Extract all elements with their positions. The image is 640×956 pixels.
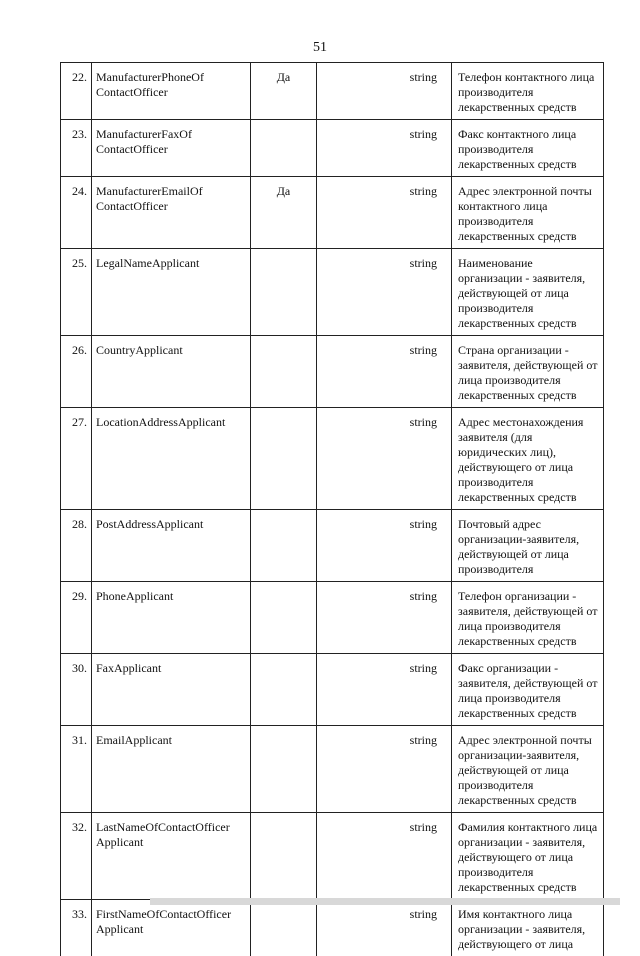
row-number: 28. <box>61 510 92 582</box>
row-number: 22. <box>61 63 92 120</box>
required-flag <box>251 510 317 582</box>
data-type: string <box>317 900 452 956</box>
description: Факс организации - заявителя, действующей от лица производителя лекарственных средств <box>452 654 604 726</box>
attribute-name: FirstNameOfContactOfficer Applicant <box>92 900 251 956</box>
scan-edge-shadow <box>150 898 620 905</box>
row-number: 33. <box>61 900 92 956</box>
row-number: 32. <box>61 813 92 900</box>
row-number: 23. <box>61 120 92 177</box>
required-flag <box>251 654 317 726</box>
attributes-table <box>60 62 604 956</box>
required-flag <box>251 408 317 510</box>
data-type: string <box>317 726 452 813</box>
data-type: string <box>317 249 452 336</box>
data-type: string <box>317 336 452 408</box>
table-row <box>61 249 604 336</box>
description: Факс контактного лица производителя лекарственных средств <box>452 120 604 177</box>
attribute-name: LastNameOfContactOfficer Applicant <box>92 813 251 900</box>
attribute-name: ManufacturerPhoneOf ContactOfficer <box>92 63 251 120</box>
required-flag <box>251 582 317 654</box>
required-flag <box>251 900 317 956</box>
attribute-name: ManufacturerEmailOf ContactOfficer <box>92 177 251 249</box>
required-flag: Да <box>251 177 317 249</box>
row-number: 27. <box>61 408 92 510</box>
description: Адрес электронной почты контактного лица производителя лекарственных средств <box>452 177 604 249</box>
attribute-name: ManufacturerFaxOf ContactOfficer <box>92 120 251 177</box>
row-number: 30. <box>61 654 92 726</box>
data-type: string <box>317 582 452 654</box>
data-type: string <box>317 408 452 510</box>
row-number: 31. <box>61 726 92 813</box>
description: Фамилия контактного лица организации - заявителя, действующего от лица производителя лекарственных средств <box>452 813 604 900</box>
required-flag <box>251 726 317 813</box>
required-flag <box>251 813 317 900</box>
attribute-name: FaxApplicant <box>92 654 251 726</box>
attribute-name: EmailApplicant <box>92 726 251 813</box>
description: Почтовый адрес организации-заявителя, действующей от лица производителя <box>452 510 604 582</box>
data-type: string <box>317 654 452 726</box>
required-flag: Да <box>251 63 317 120</box>
description: Телефон контактного лица производителя лекарственных средств <box>452 63 604 120</box>
description: Имя контактного лица организации - заявителя, действующего от лица <box>452 900 604 956</box>
description: Наименование организации - заявителя, действующей от лица производителя лекарственных средств <box>452 249 604 336</box>
attribute-name: LegalNameApplicant <box>92 249 251 336</box>
page-number: 51 <box>0 40 640 56</box>
required-flag <box>251 120 317 177</box>
table-row <box>61 510 604 582</box>
table-row <box>61 654 604 726</box>
table-row <box>61 177 604 249</box>
attribute-name: PostAddressApplicant <box>92 510 251 582</box>
table-row <box>61 408 604 510</box>
table-row <box>61 120 604 177</box>
description: Адрес местонахождения заявителя (для юридических лиц), действующего от лица производителя лекарственных средств <box>452 408 604 510</box>
table-row <box>61 582 604 654</box>
data-type: string <box>317 813 452 900</box>
row-number: 24. <box>61 177 92 249</box>
description: Страна организации - заявителя, действующей от лица производителя лекарственных средств <box>452 336 604 408</box>
attribute-name: LocationAddressApplicant <box>92 408 251 510</box>
description: Адрес электронной почты организации-заявителя, действующей от лица производителя лекарственных средств <box>452 726 604 813</box>
data-type: string <box>317 63 452 120</box>
row-number: 25. <box>61 249 92 336</box>
table-row <box>61 63 604 120</box>
table-row <box>61 336 604 408</box>
attribute-name: CountryApplicant <box>92 336 251 408</box>
row-number: 29. <box>61 582 92 654</box>
required-flag <box>251 249 317 336</box>
table-row <box>61 726 604 813</box>
data-type: string <box>317 510 452 582</box>
required-flag <box>251 336 317 408</box>
description: Телефон организации - заявителя, действующей от лица производителя лекарственных средств <box>452 582 604 654</box>
data-type: string <box>317 120 452 177</box>
table-row <box>61 813 604 900</box>
attribute-name: PhoneApplicant <box>92 582 251 654</box>
table-row <box>61 900 604 956</box>
row-number: 26. <box>61 336 92 408</box>
data-type: string <box>317 177 452 249</box>
